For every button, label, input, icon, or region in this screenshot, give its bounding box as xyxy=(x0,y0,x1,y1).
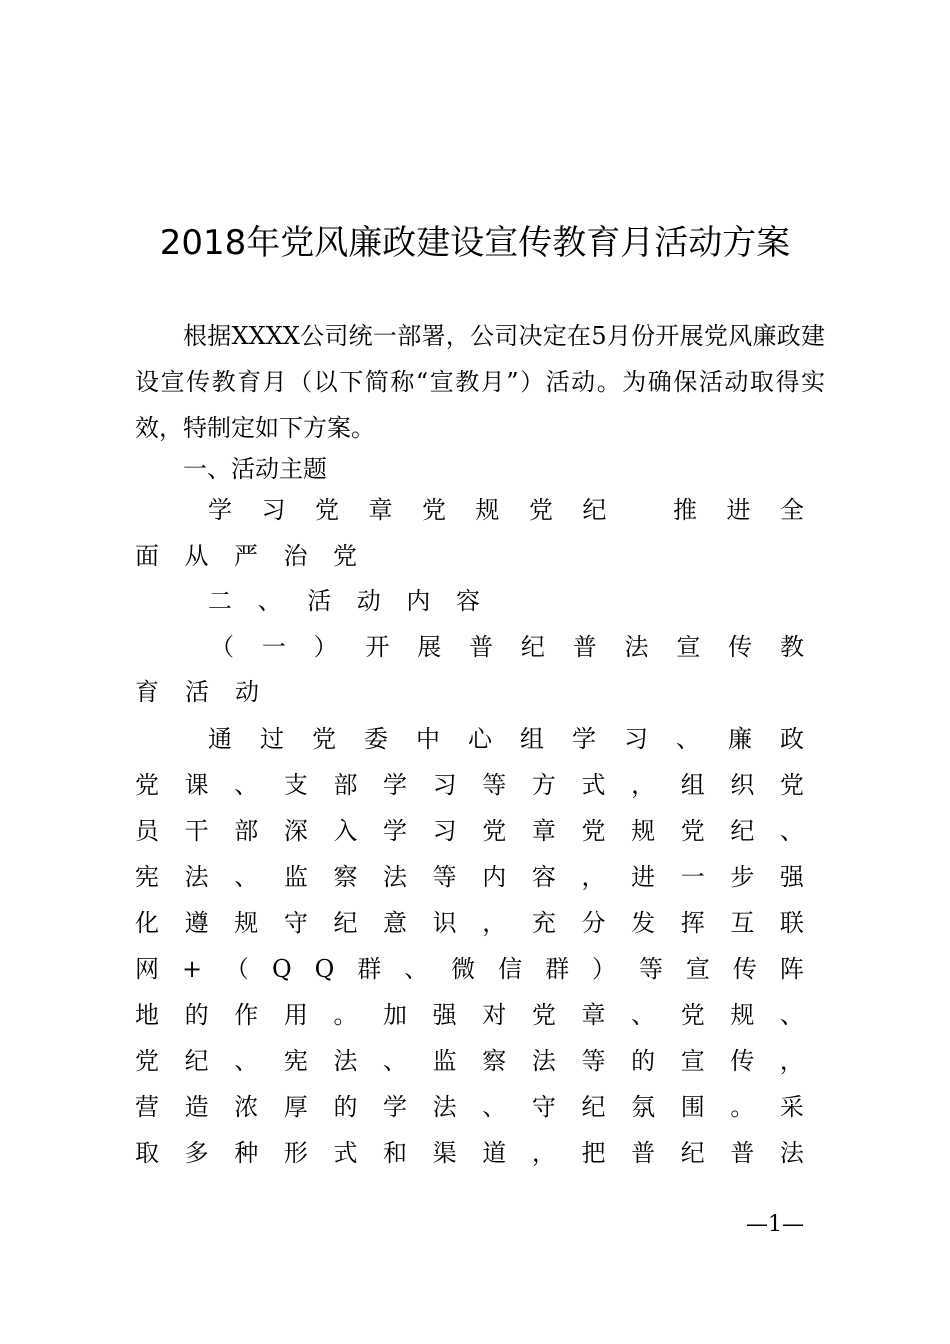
text-glyph: 阵 xyxy=(779,955,804,983)
theme-line xyxy=(135,533,357,579)
text-glyph: 察 xyxy=(482,1047,507,1075)
text-glyph: 严 xyxy=(234,542,258,570)
text-glyph: 教 xyxy=(779,633,804,661)
text-glyph: 心 xyxy=(468,725,492,753)
text-glyph: 等 xyxy=(482,771,507,799)
body-line xyxy=(135,1038,804,1084)
text-glyph: 、 xyxy=(404,955,429,983)
text-glyph: 和 xyxy=(383,1139,408,1167)
text-glyph: 守 xyxy=(531,1093,556,1121)
text-glyph: 宣 xyxy=(676,633,701,661)
text-glyph: 。 xyxy=(730,1093,755,1121)
text-glyph: 、 xyxy=(482,1093,507,1121)
text-glyph: 的 xyxy=(631,1047,656,1075)
text-glyph: Q xyxy=(314,955,335,983)
text-glyph: 互 xyxy=(730,909,755,937)
text-glyph: 纪 xyxy=(520,633,545,661)
text-glyph: 规 xyxy=(631,817,656,845)
text-glyph: 习 xyxy=(432,817,457,845)
body-line xyxy=(135,762,804,808)
text-glyph: 意 xyxy=(383,909,408,937)
text-glyph: 部 xyxy=(234,817,259,845)
text-glyph: 章 xyxy=(368,496,393,524)
text-glyph: 、 xyxy=(234,771,259,799)
body-line xyxy=(135,946,804,992)
text-glyph: 纪 xyxy=(581,1093,606,1121)
text-glyph: 进 xyxy=(726,496,751,524)
text-glyph: 规 xyxy=(730,1001,755,1029)
text-glyph: 方 xyxy=(531,771,556,799)
text-glyph: 干 xyxy=(184,817,209,845)
text-glyph: 动 xyxy=(235,678,259,706)
text-glyph: （ xyxy=(225,955,250,983)
text-glyph: 法 xyxy=(383,863,408,891)
text-glyph: 内 xyxy=(406,587,431,615)
text-glyph: 面 xyxy=(135,542,159,570)
text-glyph: 党 xyxy=(581,817,606,845)
text-glyph: ， xyxy=(531,1139,556,1167)
text-glyph: 联 xyxy=(779,909,804,937)
text-glyph: 的 xyxy=(184,1001,209,1029)
text-glyph: 充 xyxy=(531,909,556,937)
text-glyph: 纪 xyxy=(333,909,358,937)
text-glyph: 、 xyxy=(257,587,282,615)
text-glyph: 宣 xyxy=(685,955,710,983)
document-title: 2018年党风廉政建设宣传教育月活动方案 xyxy=(159,223,791,263)
text-glyph: 动 xyxy=(356,587,381,615)
text-glyph: 法 xyxy=(432,1093,457,1121)
text-glyph: 学 xyxy=(208,496,232,524)
text-glyph: 发 xyxy=(631,909,656,937)
text-glyph: 挥 xyxy=(680,909,705,937)
text-glyph: 普 xyxy=(572,633,597,661)
body-line xyxy=(208,716,804,762)
body-line xyxy=(135,992,804,1038)
text-glyph: 群 xyxy=(545,955,570,983)
text-glyph: 一 xyxy=(261,633,286,661)
text-glyph: 传 xyxy=(732,955,757,983)
text-glyph: 。 xyxy=(333,1001,358,1029)
text-glyph: 道 xyxy=(482,1139,507,1167)
text-glyph: 治 xyxy=(283,542,308,570)
text-glyph: 党 xyxy=(314,496,339,524)
text-glyph: 、 xyxy=(779,1001,804,1029)
text-glyph: 监 xyxy=(283,863,308,891)
theme-line xyxy=(208,487,804,533)
text-glyph: 普 xyxy=(730,1139,755,1167)
text-glyph: 、 xyxy=(383,1047,408,1075)
text-glyph: 学 xyxy=(383,771,408,799)
text-glyph: 党 xyxy=(528,496,553,524)
text-glyph: 造 xyxy=(184,1093,209,1121)
text-glyph: 对 xyxy=(482,1001,507,1029)
text-glyph: 入 xyxy=(333,817,358,845)
text-glyph: 支 xyxy=(283,771,308,799)
text-glyph: 党 xyxy=(135,771,159,799)
section-heading-content xyxy=(208,578,480,624)
text-glyph: 党 xyxy=(421,496,446,524)
text-glyph: 育 xyxy=(135,678,159,706)
text-glyph: + xyxy=(181,955,203,983)
text-glyph: 、 xyxy=(234,863,259,891)
text-glyph: ） xyxy=(592,955,617,983)
text-glyph: 采 xyxy=(779,1093,804,1121)
text-glyph: 宪 xyxy=(135,863,159,891)
text-glyph: 多 xyxy=(184,1139,209,1167)
text-glyph: 化 xyxy=(135,909,159,937)
text-glyph: 政 xyxy=(780,725,804,753)
text-glyph: 纪 xyxy=(680,1139,705,1167)
text-glyph: 地 xyxy=(135,1001,159,1029)
text-glyph: 监 xyxy=(432,1047,457,1075)
text-glyph: 、 xyxy=(779,817,804,845)
text-glyph: 营 xyxy=(135,1093,159,1121)
text-glyph: 二 xyxy=(208,587,232,615)
text-glyph: 守 xyxy=(283,909,308,937)
text-glyph: 组 xyxy=(520,725,544,753)
text-glyph: 章 xyxy=(531,817,556,845)
text-glyph: 组 xyxy=(680,771,705,799)
text-glyph: 活 xyxy=(185,678,209,706)
text-glyph: 从 xyxy=(184,542,209,570)
page-number: —1— xyxy=(746,1212,804,1237)
text-glyph: 把 xyxy=(581,1139,606,1167)
body-line xyxy=(135,1130,804,1176)
text-glyph: 学 xyxy=(383,1093,408,1121)
text-glyph: 习 xyxy=(624,725,648,753)
text-glyph: 廉 xyxy=(728,725,752,753)
text-glyph: 党 xyxy=(531,1001,556,1029)
text-glyph: 察 xyxy=(333,863,358,891)
text-glyph: 推 xyxy=(673,496,697,524)
text-glyph: 强 xyxy=(432,1001,457,1029)
text-glyph: 纪 xyxy=(582,496,607,524)
text-glyph: 厚 xyxy=(283,1093,308,1121)
text-glyph: 遵 xyxy=(184,909,209,937)
text-glyph: 微 xyxy=(451,955,476,983)
text-glyph: 等 xyxy=(581,1047,606,1075)
text-glyph: 规 xyxy=(234,909,259,937)
text-glyph: 进 xyxy=(631,863,656,891)
text-glyph: 容 xyxy=(531,863,556,891)
text-glyph: 部 xyxy=(333,771,358,799)
text-glyph: 深 xyxy=(283,817,308,845)
text-glyph: 学 xyxy=(383,817,408,845)
text-glyph: 章 xyxy=(581,1001,606,1029)
section-heading-theme: 一、活动主题 xyxy=(183,455,327,483)
text-glyph: 种 xyxy=(234,1139,259,1167)
text-glyph: ， xyxy=(631,771,656,799)
text-glyph: ， xyxy=(581,863,606,891)
text-glyph: 式 xyxy=(333,1139,358,1167)
text-glyph: 法 xyxy=(531,1047,556,1075)
text-glyph: 法 xyxy=(624,633,649,661)
intro-paragraph: 根据XXXX公司统一部署，公司决定在5月份开展党风廉政建设宣传教育月（以下简称“宣教月”）活动。为确保活动取得实效，特制定如下方案。 xyxy=(135,322,825,442)
body-line xyxy=(135,808,804,854)
text-glyph: 式 xyxy=(581,771,606,799)
text-glyph: 委 xyxy=(364,725,388,753)
text-glyph: 强 xyxy=(779,863,804,891)
text-glyph: 群 xyxy=(357,955,382,983)
text-glyph: 课 xyxy=(184,771,209,799)
text-glyph: 、 xyxy=(234,1047,259,1075)
text-glyph: 取 xyxy=(135,1139,159,1167)
text-glyph: 法 xyxy=(333,1047,358,1075)
text-glyph: 党 xyxy=(680,1001,705,1029)
subsection-line xyxy=(210,624,804,670)
text-glyph: 法 xyxy=(779,1139,804,1167)
text-glyph: （ xyxy=(210,633,234,661)
text-glyph: 的 xyxy=(333,1093,358,1121)
text-glyph: 党 xyxy=(312,725,336,753)
text-glyph: 识 xyxy=(432,909,457,937)
text-glyph: 过 xyxy=(260,725,284,753)
body-line xyxy=(135,900,804,946)
text-glyph: 传 xyxy=(730,1047,755,1075)
text-glyph: 、 xyxy=(676,725,700,753)
text-glyph: 党 xyxy=(779,771,804,799)
text-glyph: 展 xyxy=(417,633,442,661)
text-glyph: 织 xyxy=(730,771,755,799)
text-glyph: 通 xyxy=(208,725,232,753)
text-glyph: 信 xyxy=(498,955,523,983)
text-glyph: 普 xyxy=(631,1139,656,1167)
text-glyph: 加 xyxy=(383,1001,408,1029)
text-glyph: 分 xyxy=(581,909,606,937)
text-glyph: 作 xyxy=(234,1001,259,1029)
text-glyph: ） xyxy=(313,633,338,661)
text-glyph: 中 xyxy=(416,725,440,753)
text-glyph: 员 xyxy=(135,817,159,845)
text-glyph: ， xyxy=(779,1047,804,1075)
text-glyph: 围 xyxy=(680,1093,705,1121)
text-glyph: 习 xyxy=(432,771,457,799)
text-glyph: 宣 xyxy=(680,1047,705,1075)
text-glyph: 等 xyxy=(432,863,457,891)
text-glyph: 普 xyxy=(469,633,494,661)
text-glyph: 党 xyxy=(333,542,357,570)
text-glyph: 活 xyxy=(307,587,332,615)
text-glyph: 浓 xyxy=(234,1093,259,1121)
text-glyph: Q xyxy=(271,955,292,983)
text-glyph: 一 xyxy=(680,863,705,891)
text-glyph: 氛 xyxy=(631,1093,656,1121)
body-line xyxy=(135,854,804,900)
text-glyph: 开 xyxy=(365,633,390,661)
text-glyph: 规 xyxy=(475,496,500,524)
text-glyph: 等 xyxy=(638,955,663,983)
text-glyph: 网 xyxy=(135,955,159,983)
text-glyph: 渠 xyxy=(432,1139,457,1167)
text-glyph: 、 xyxy=(631,1001,656,1029)
text-glyph: 法 xyxy=(184,863,209,891)
text-glyph: 学 xyxy=(572,725,596,753)
text-glyph: 步 xyxy=(730,863,755,891)
text-glyph xyxy=(636,487,644,533)
text-glyph: 党 xyxy=(482,817,507,845)
text-glyph: 用 xyxy=(283,1001,308,1029)
text-glyph: 形 xyxy=(283,1139,308,1167)
text-glyph: 传 xyxy=(728,633,753,661)
body-line xyxy=(135,1084,804,1130)
text-glyph: 习 xyxy=(261,496,286,524)
text-glyph: 纪 xyxy=(730,817,755,845)
subsection-line xyxy=(135,669,259,715)
text-glyph: ， xyxy=(482,909,507,937)
text-glyph: 党 xyxy=(680,817,705,845)
text-glyph: 全 xyxy=(779,496,804,524)
text-glyph: 容 xyxy=(455,587,480,615)
text-glyph: 党 xyxy=(135,1047,159,1075)
text-glyph: 宪 xyxy=(283,1047,308,1075)
text-glyph: 纪 xyxy=(184,1047,209,1075)
text-glyph: 内 xyxy=(482,863,507,891)
